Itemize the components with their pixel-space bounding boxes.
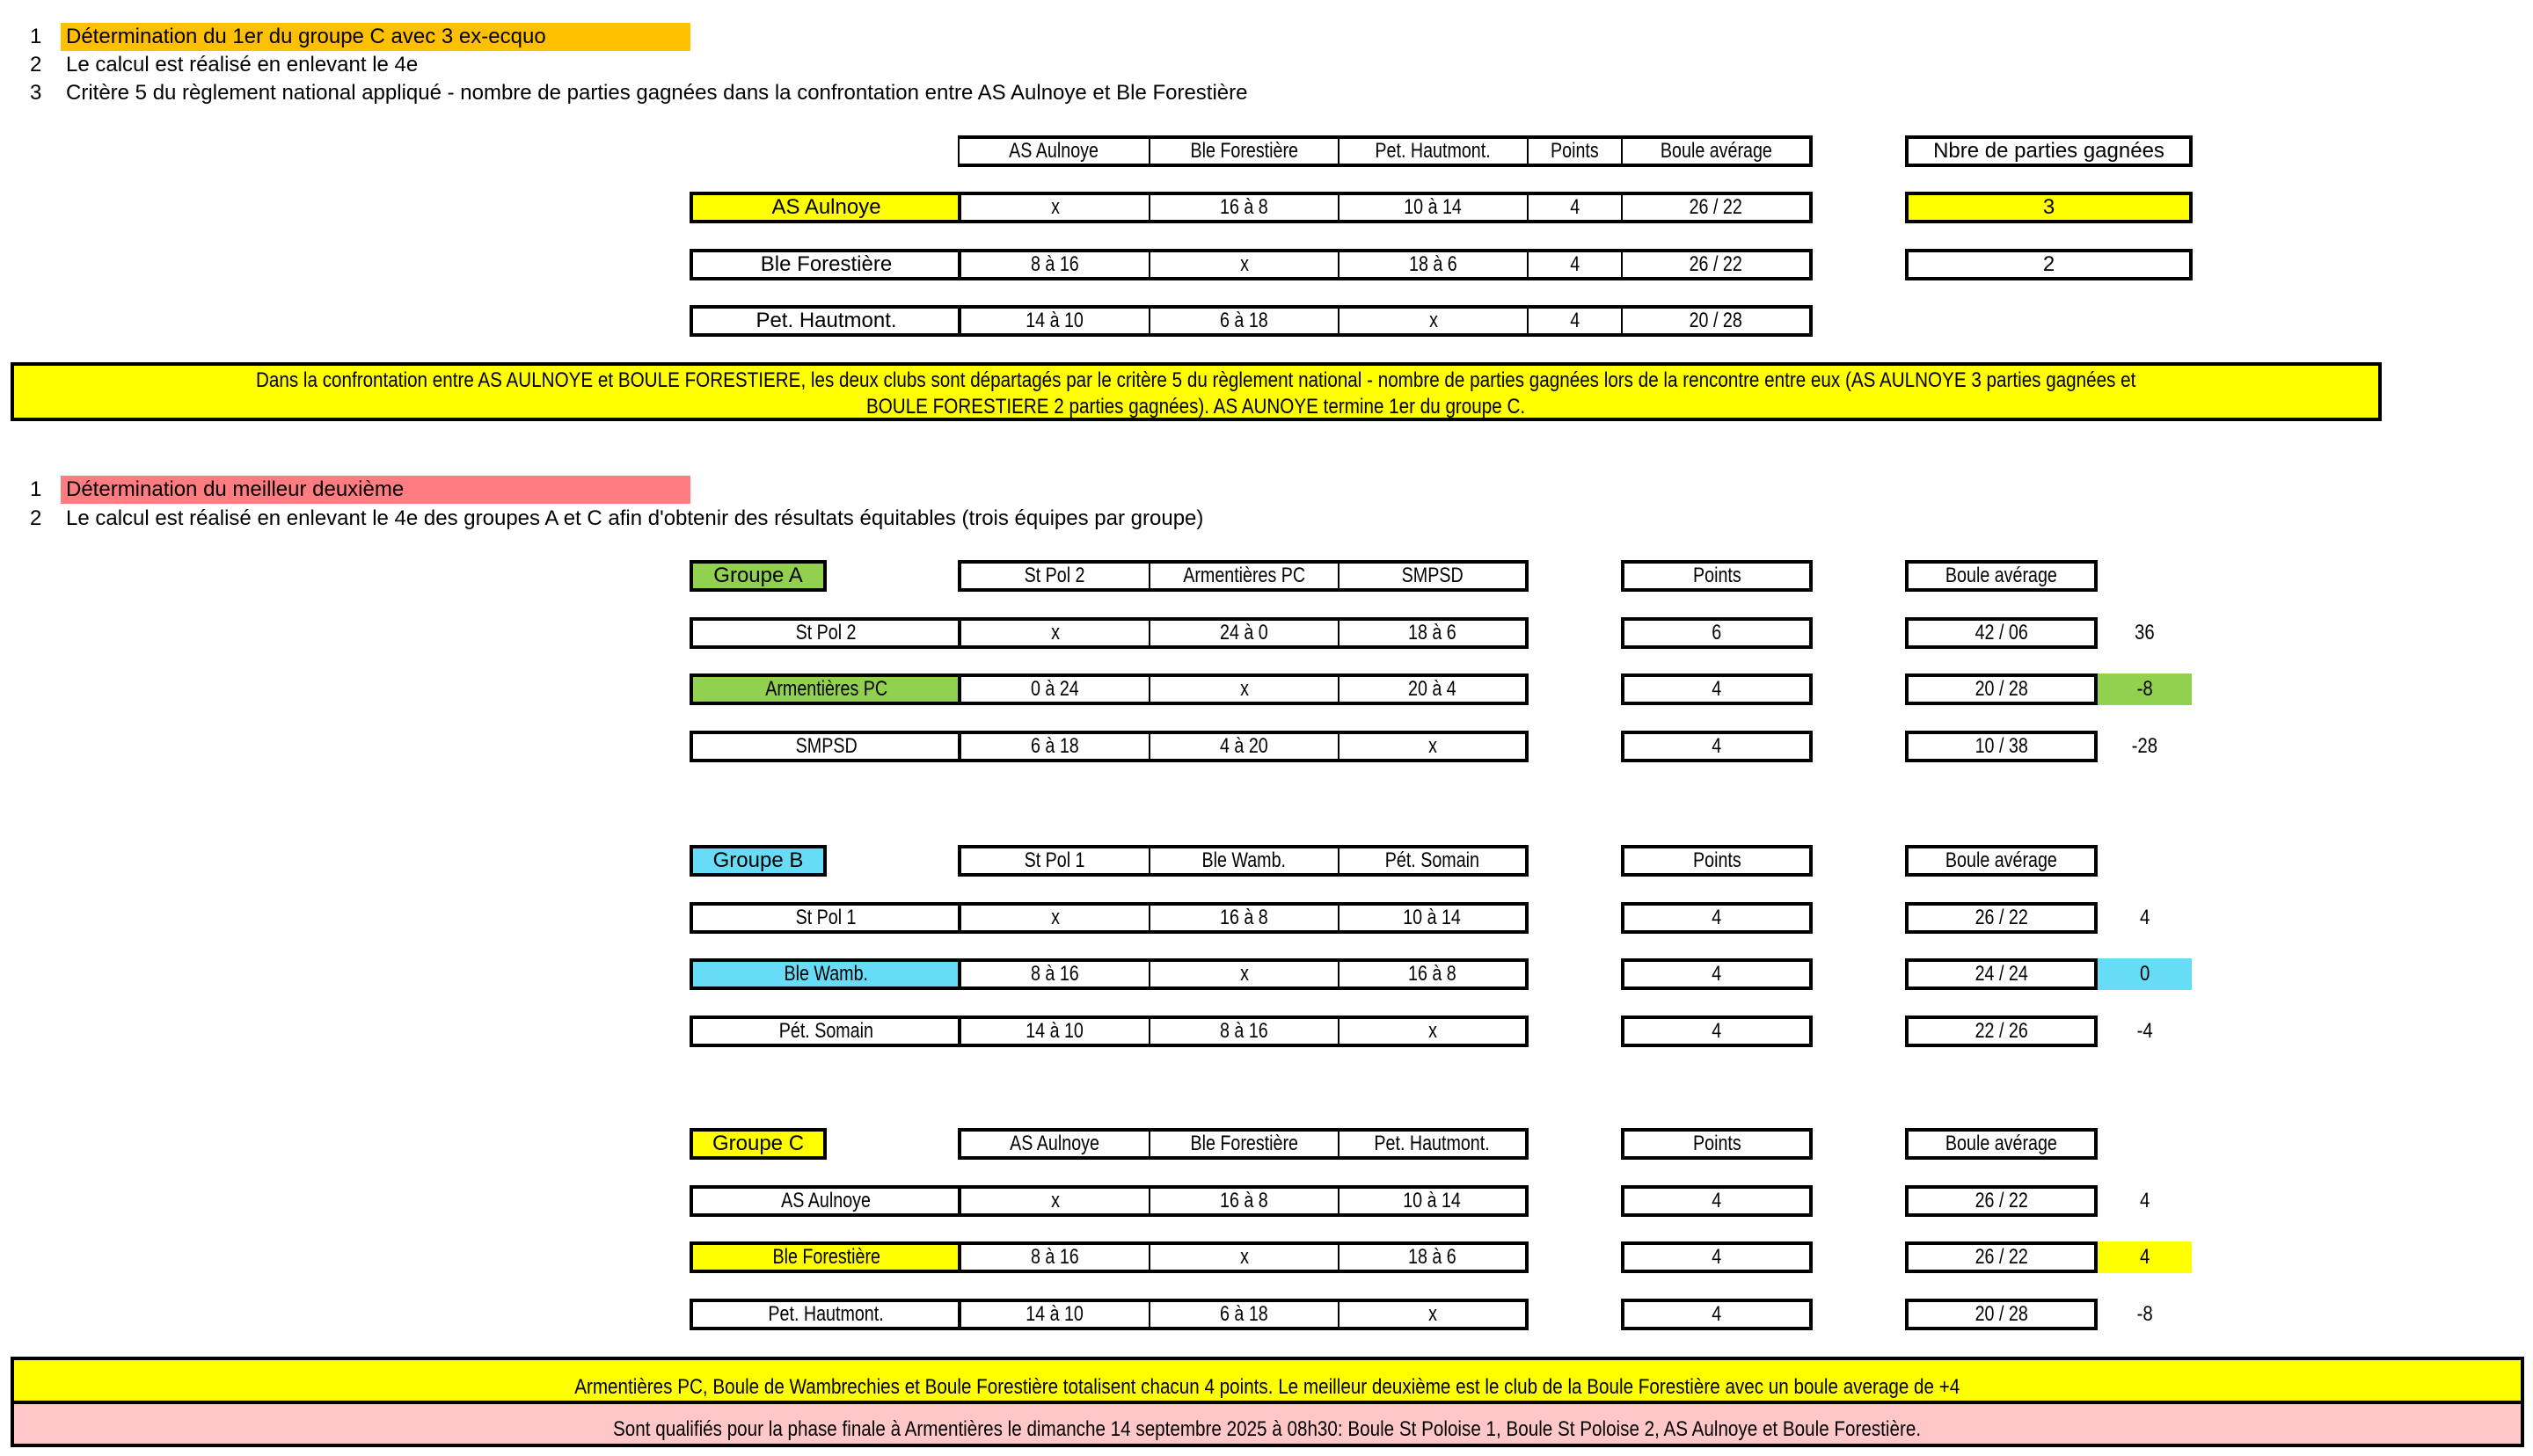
- goal-difference: -28: [2131, 734, 2158, 758]
- score-cell: 8 à 16: [958, 249, 1149, 280]
- boule-average-cell: 26 / 22: [1905, 902, 2098, 934]
- score-cell: 16 à 8: [1338, 958, 1529, 990]
- team-name: Pet. Hautmont.: [690, 1299, 960, 1330]
- boule-average-cell: 24 / 24: [1905, 958, 2098, 990]
- score-cell: x: [1149, 958, 1338, 990]
- points-cell: 4: [1527, 249, 1621, 280]
- boule-average-header: Boule avérage: [1905, 560, 2098, 592]
- tiebreak-conclusion-banner: [11, 362, 2382, 421]
- score-cell: 24 à 0: [1149, 617, 1338, 649]
- note-text: Critère 5 du règlement national appliqué - nombre de parties gagnées dans la confrontation entre AS Aulnoye et Ble Forestière: [66, 81, 1248, 105]
- score-cell: 16 à 8: [1149, 192, 1338, 223]
- points-cell: 4: [1621, 1016, 1813, 1047]
- score-cell: x: [1338, 305, 1527, 337]
- note-text: Le calcul est réalisé en enlevant le 4e des groupes A et C afin d'obtenir des résultats équitables (trois équipes par groupe): [66, 506, 1204, 530]
- goal-difference-highlighted: -8: [2098, 673, 2192, 705]
- boule-average-cell: 20 / 28: [1905, 673, 2098, 705]
- points-cell: 6: [1621, 617, 1813, 649]
- score-cell: 6 à 18: [1149, 305, 1338, 337]
- boule-average-cell: 26 / 22: [1621, 192, 1813, 223]
- points-cell: 4: [1621, 731, 1813, 762]
- column-header: Pet. Hautmont.: [1338, 135, 1527, 167]
- team-name: St Pol 2: [690, 617, 960, 649]
- games-won-cell-highlighted: 3: [1905, 192, 2193, 223]
- group-label: Groupe A: [690, 560, 827, 592]
- qualified-teams-banner: [11, 1401, 2524, 1447]
- boule-average-cell: 10 / 38: [1905, 731, 2098, 762]
- points-cell: 4: [1621, 1241, 1813, 1273]
- boule-average-cell: 26 / 22: [1905, 1241, 2098, 1273]
- score-cell: 10 à 14: [1338, 192, 1527, 223]
- score-cell: 14 à 10: [958, 1016, 1149, 1047]
- score-cell: 16 à 8: [1149, 1185, 1338, 1217]
- column-header: Armentières PC: [1149, 560, 1338, 592]
- note-number: 1: [30, 477, 42, 501]
- score-cell: x: [1338, 1016, 1529, 1047]
- goal-difference: -8: [2136, 1302, 2153, 1326]
- column-header: Boule avérage: [1621, 135, 1813, 167]
- score-cell: x: [1149, 673, 1338, 705]
- points-header: Points: [1621, 845, 1813, 877]
- score-cell: 18 à 6: [1338, 617, 1529, 649]
- column-header: St Pol 2: [958, 560, 1149, 592]
- team-name: St Pol 1: [690, 902, 960, 934]
- score-cell: 10 à 14: [1338, 1185, 1529, 1217]
- score-cell: x: [958, 192, 1149, 223]
- note-number: 2: [30, 53, 42, 76]
- score-cell: 8 à 16: [958, 1241, 1149, 1273]
- team-name: Pét. Somain: [690, 1016, 960, 1047]
- boule-average-header: Boule avérage: [1905, 845, 2098, 877]
- group-label: Groupe C: [690, 1128, 827, 1160]
- team-name: AS Aulnoye: [690, 1185, 960, 1217]
- team-name-highlighted: AS Aulnoye: [690, 192, 960, 223]
- column-header-games-won: Nbre de parties gagnées: [1905, 135, 2193, 167]
- points-header: Points: [1621, 560, 1813, 592]
- goal-difference: 4: [2139, 1189, 2150, 1212]
- score-cell: 16 à 8: [1149, 902, 1338, 934]
- points-cell: 4: [1527, 305, 1621, 337]
- column-header: St Pol 1: [958, 845, 1149, 877]
- points-cell: 4: [1621, 902, 1813, 934]
- boule-average-cell: 42 / 06: [1905, 617, 2098, 649]
- column-header: Pet. Hautmont.: [1338, 1128, 1529, 1160]
- team-name: SMPSD: [690, 731, 960, 762]
- column-header: Points: [1527, 135, 1621, 167]
- column-header: SMPSD: [1338, 560, 1529, 592]
- boule-average-cell: 20 / 28: [1621, 305, 1813, 337]
- boule-average-header: Boule avérage: [1905, 1128, 2098, 1160]
- banner-line: Armentières PC, Boule de Wambrechies et Boule Forestière totalisent chacun 4 points. Le meilleur deuxième est le club de la Boule Forestière avec un boule average de +4: [574, 1375, 1960, 1399]
- goal-difference: 4: [2139, 906, 2150, 929]
- column-header: Pét. Somain: [1338, 845, 1529, 877]
- boule-average-cell: 26 / 22: [1905, 1185, 2098, 1217]
- column-header: AS Aulnoye: [958, 1128, 1149, 1160]
- score-cell: 8 à 16: [958, 958, 1149, 990]
- score-cell: 6 à 18: [1149, 1299, 1338, 1330]
- boule-average-cell: 20 / 28: [1905, 1299, 2098, 1330]
- note-title-best-second: Détermination du meilleur deuxième: [61, 476, 690, 504]
- score-cell: 10 à 14: [1338, 902, 1529, 934]
- team-name-highlighted: Ble Wamb.: [690, 958, 960, 990]
- score-cell: 4 à 20: [1149, 731, 1338, 762]
- banner-line: Dans la confrontation entre AS AULNOYE et BOULE FORESTIERE, les deux clubs sont départagés par le critère 5 du règlement national - nombre de parties gagnées lors de la rencontre entre eux (AS AULNOYE 3 parties gagnées et: [256, 368, 2136, 392]
- goal-difference-highlighted: 0: [2098, 958, 2192, 990]
- team-name: Pet. Hautmont.: [690, 305, 960, 337]
- score-cell: x: [1149, 1241, 1338, 1273]
- points-cell: 4: [1621, 673, 1813, 705]
- score-cell: 18 à 6: [1338, 249, 1527, 280]
- note-number: 2: [30, 506, 42, 530]
- score-cell: x: [1338, 1299, 1529, 1330]
- score-cell: x: [958, 902, 1149, 934]
- points-header: Points: [1621, 1128, 1813, 1160]
- score-cell: 14 à 10: [958, 1299, 1149, 1330]
- team-name-highlighted: Armentières PC: [690, 673, 960, 705]
- note-title-first-place: Détermination du 1er du groupe C avec 3 ex-ecquo: [61, 23, 690, 51]
- score-cell: x: [958, 1185, 1149, 1217]
- score-cell: 18 à 6: [1338, 1241, 1529, 1273]
- points-cell: 4: [1621, 1299, 1813, 1330]
- group-label: Groupe B: [690, 845, 827, 877]
- note-number: 1: [30, 25, 42, 48]
- boule-average-cell: 26 / 22: [1621, 249, 1813, 280]
- column-header: Ble Forestière: [1149, 135, 1338, 167]
- team-name-highlighted: Ble Forestière: [690, 1241, 960, 1273]
- score-cell: x: [1149, 249, 1338, 280]
- games-won-cell: 2: [1905, 249, 2193, 280]
- note-text: Le calcul est réalisé en enlevant le 4e: [66, 53, 419, 76]
- team-name: Ble Forestière: [690, 249, 960, 280]
- goal-difference: 36: [2135, 621, 2155, 644]
- column-header: Ble Forestière: [1149, 1128, 1338, 1160]
- points-cell: 4: [1621, 1185, 1813, 1217]
- score-cell: 14 à 10: [958, 305, 1149, 337]
- score-cell: x: [958, 617, 1149, 649]
- score-cell: 20 à 4: [1338, 673, 1529, 705]
- banner-line: BOULE FORESTIERE 2 parties gagnées). AS AUNOYE termine 1er du groupe C.: [866, 395, 1526, 419]
- goal-difference-highlighted: 4: [2098, 1241, 2192, 1273]
- column-header: Ble Wamb.: [1149, 845, 1338, 877]
- banner-line: Sont qualifiés pour la phase finale à Armentières le dimanche 14 septembre 2025 à 08h30: Boule St Poloise 1, Boule St Poloise 2, AS Aulnoye et Boule Forestière.: [613, 1417, 1922, 1441]
- score-cell: x: [1338, 731, 1529, 762]
- boule-average-cell: 22 / 26: [1905, 1016, 2098, 1047]
- note-number: 3: [30, 81, 42, 105]
- goal-difference: -4: [2136, 1019, 2153, 1043]
- column-header: AS Aulnoye: [958, 135, 1149, 167]
- score-cell: 8 à 16: [1149, 1016, 1338, 1047]
- score-cell: 6 à 18: [958, 731, 1149, 762]
- best-second-conclusion-banner: [11, 1357, 2524, 1404]
- points-cell: 4: [1527, 192, 1621, 223]
- score-cell: 0 à 24: [958, 673, 1149, 705]
- points-cell: 4: [1621, 958, 1813, 990]
